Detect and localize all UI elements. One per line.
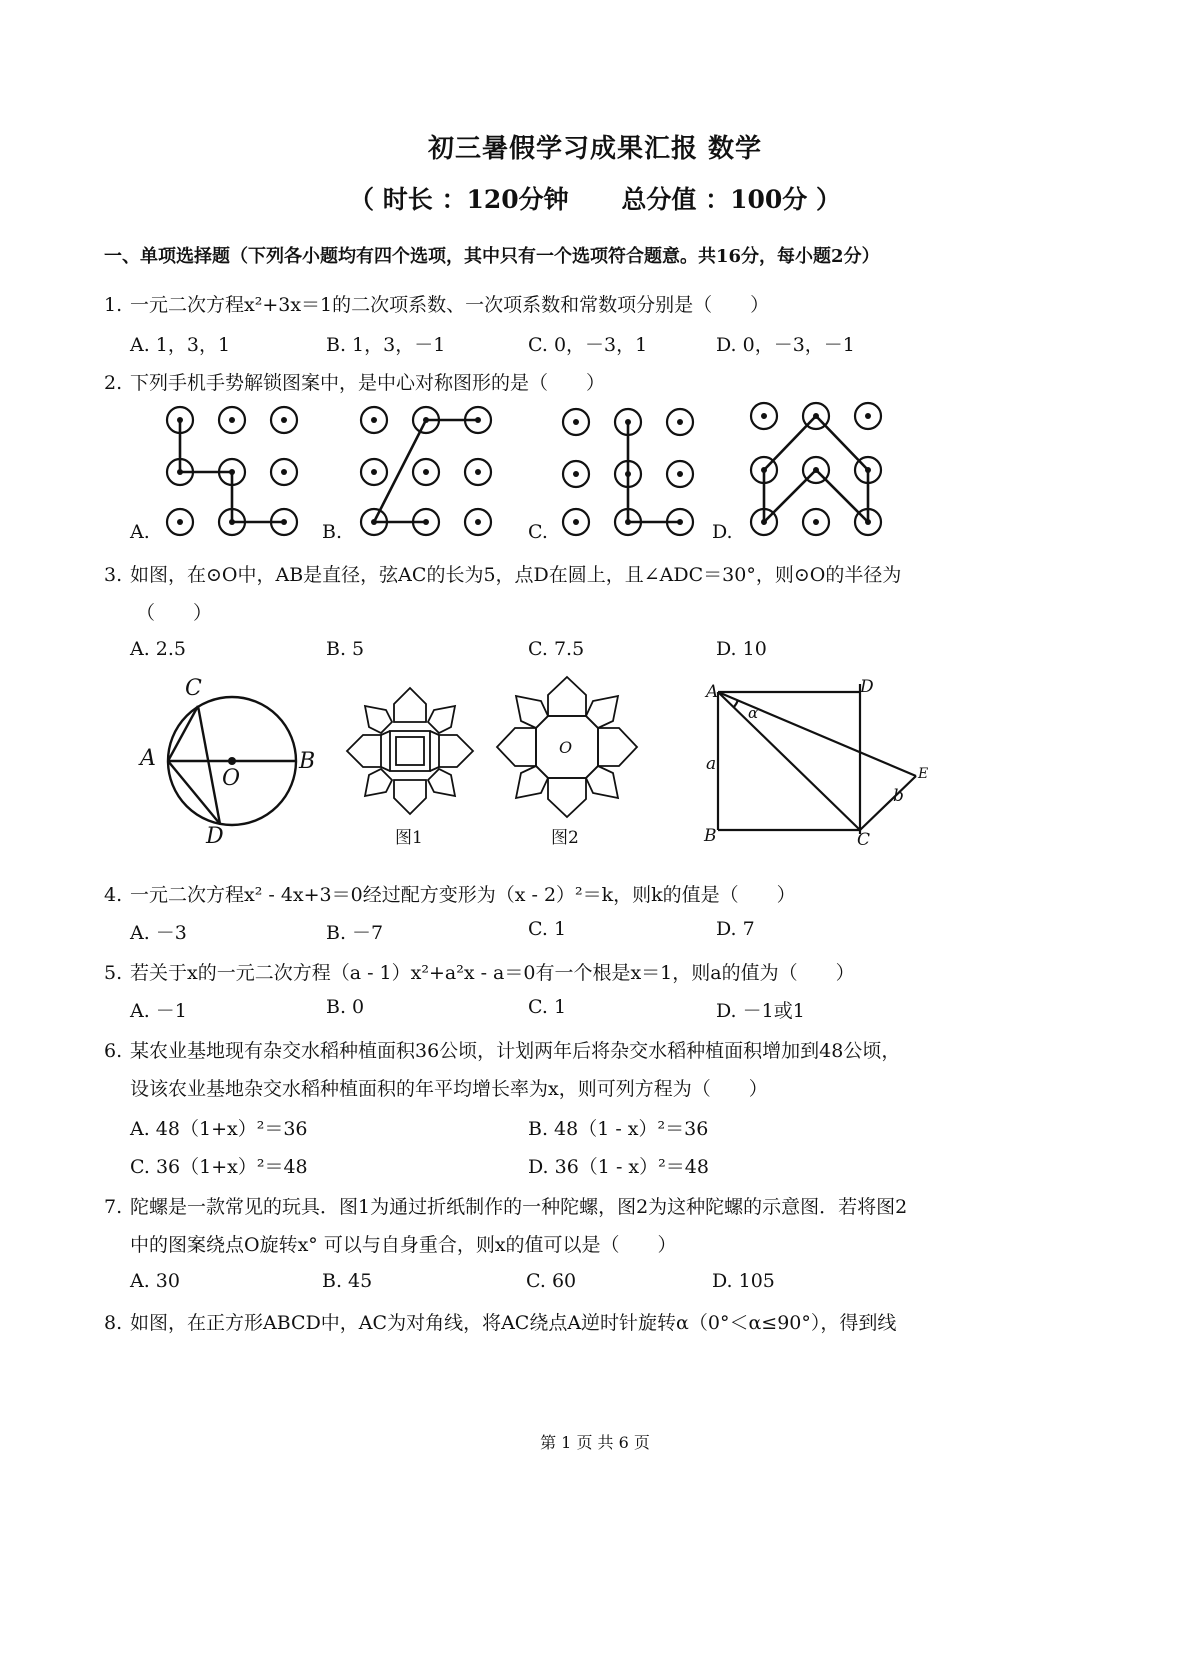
q7-option-b[interactable]: B. 45 (322, 1270, 373, 1292)
exam-duration: （ 时长 ：120分钟 (349, 185, 569, 214)
square-label-d: D (860, 677, 874, 697)
question-6: 6. 某农业基地现有杂交水稻种植面积36公顷，计划两年后将杂交水稻种植面积增加到48公顷， (104, 1040, 901, 1062)
q5-option-a[interactable]: A. －1 (130, 1000, 187, 1022)
question-3: 3. 如图，在⊙O中，AB是直径，弦AC的长为5，点D在圆上，且∠ADC＝30°，则⊙O的半径为 (104, 564, 902, 586)
square-figure (700, 680, 940, 850)
q3-option-d[interactable]: D. 10 (716, 638, 767, 660)
question-6-line-2: 设该农业基地杂交水稻种植面积的年平均增长率为x，则可列方程为（ ） (130, 1078, 768, 1100)
question-1-options (0, 330, 1190, 358)
q3-option-a[interactable]: A. 2.5 (130, 638, 187, 660)
question-6-options-row-2 (0, 1152, 1190, 1180)
top-figure-1 (345, 686, 475, 816)
q4-option-c[interactable]: C. 1 (528, 918, 567, 940)
q3-option-c[interactable]: C. 7.5 (528, 638, 585, 660)
question-2: 2. 下列手机手势解锁图案中，是中心对称图形的是（ ） (104, 372, 606, 394)
q1-option-c[interactable]: C. 0，－3，1 (528, 334, 648, 356)
q4-option-d[interactable]: D. 7 (716, 918, 755, 940)
square-label-a-side: a (706, 754, 717, 774)
question-1: 1. 一元二次方程x²+3x＝1的二次项系数、一次项系数和常数项分别是（ ） (104, 294, 770, 316)
question-4-options (0, 918, 1190, 946)
square-label-alpha: α (748, 704, 759, 722)
question-7-options (0, 1270, 1190, 1298)
page-footer: 第 1 页 共 6 页 (540, 1433, 650, 1452)
q2-option-d[interactable]: D. (712, 521, 733, 543)
question-5-options (0, 996, 1190, 1024)
unlock-pattern-a (160, 400, 300, 540)
square-label-e: E (918, 766, 929, 782)
q5-option-b[interactable]: B. 0 (326, 996, 365, 1018)
exam-title: 初三暑假学习成果汇报 数学 (427, 134, 763, 164)
q4-option-b[interactable]: B. －7 (326, 922, 384, 944)
question-4: 4. 一元二次方程x² - 4x+3＝0经过配方变形为（x - 2）²＝k，则k的值是（ ） (104, 884, 796, 906)
square-label-a: A (706, 682, 719, 702)
unlock-pattern-d (744, 396, 884, 536)
question-3-options (0, 638, 1190, 666)
question-5: 5. 若关于x的一元二次方程（a - 1）x²+a²x - a＝0有一个根是x＝1，则a的值为（ ） (104, 962, 855, 984)
unlock-pattern-c (560, 400, 700, 540)
q5-option-c[interactable]: C. 1 (528, 996, 567, 1018)
square-label-b: B (704, 826, 717, 846)
q6-option-d[interactable]: D. 36（1 - x）²＝48 (528, 1156, 709, 1178)
section-1-title: 一、单项选择题（下列各小题均有四个选项，其中只有一个选项符合题意。共16分，每小题2分） (104, 246, 880, 267)
q6-option-b[interactable]: B. 48（1 - x）²＝36 (528, 1118, 709, 1140)
q1-option-d[interactable]: D. 0，－3，－1 (716, 334, 855, 356)
question-3-blank: （ ） (136, 602, 213, 624)
circle-label-b: B (299, 749, 316, 774)
question-7-line-2: 中的图案绕点O旋转x° 可以与自身重合，则x的值可以是（ ） (130, 1234, 677, 1256)
circle-label-a: A (140, 746, 156, 771)
fig2-center-o: O (559, 738, 573, 757)
square-label-b-side: b (893, 786, 904, 806)
q7-option-d[interactable]: D. 105 (712, 1270, 775, 1292)
q7-option-c[interactable]: C. 60 (526, 1270, 577, 1292)
q6-option-c[interactable]: C. 36（1+x）²＝48 (130, 1156, 308, 1178)
q2-option-c[interactable]: C. (528, 521, 548, 543)
exam-subtitle (0, 180, 1190, 216)
q3-option-b[interactable]: B. 5 (326, 638, 365, 660)
circle-label-d: D (206, 824, 224, 849)
q2-option-b[interactable]: B. (322, 521, 343, 543)
q7-option-a[interactable]: A. 30 (130, 1270, 180, 1292)
unlock-pattern-b (354, 400, 494, 540)
q1-option-b[interactable]: B. 1，3，－1 (326, 334, 446, 356)
q1-option-a[interactable]: A. 1，3，1 (130, 334, 231, 356)
square-label-c: C (857, 830, 871, 850)
q4-option-a[interactable]: A. －3 (130, 922, 187, 944)
question-8: 8. 如图，在正方形ABCD中，AC为对角线，将AC绕点A逆时针旋转α（0°＜α≤90°），得到线 (104, 1312, 897, 1334)
question-6-options-row-1 (0, 1114, 1190, 1142)
circle-label-o: O (222, 766, 241, 791)
q6-option-a[interactable]: A. 48（1+x）²＝36 (130, 1118, 308, 1140)
q5-option-d[interactable]: D. －1或1 (716, 1000, 805, 1022)
exam-score: 总分值 ：100分 ） (621, 185, 841, 214)
question-7: 7. 陀螺是一款常见的玩具．图1为通过折纸制作的一种陀螺，图2为这种陀螺的示意图．若将图2 (104, 1196, 908, 1218)
q2-option-a[interactable]: A. (130, 521, 150, 543)
fig1-label: 图1 (395, 828, 423, 848)
fig2-label: 图2 (551, 828, 579, 848)
circle-label-c: C (185, 676, 202, 701)
